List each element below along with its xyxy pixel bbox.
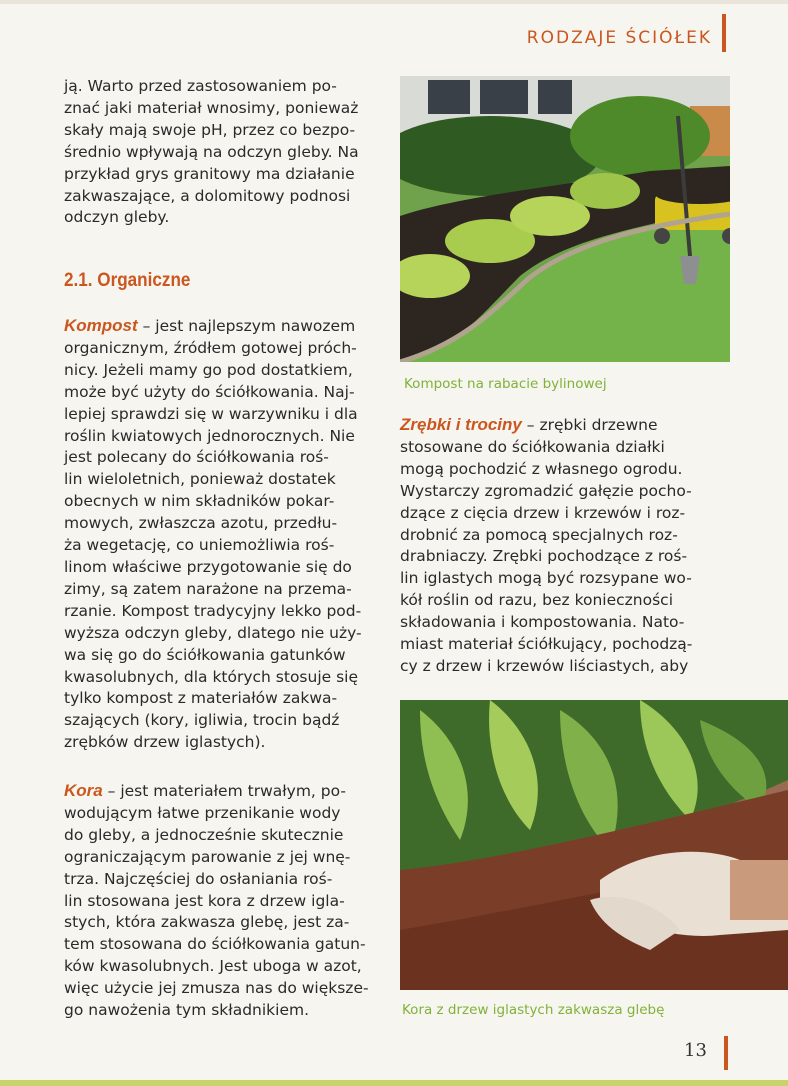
kora-first-line-rest: – jest materiałem trwałym, po- — [102, 782, 346, 800]
zrebki-line: cy z drzew i krzewów liściastych, aby — [400, 656, 689, 675]
intro-line: ją. Warto przed zastosowaniem po- — [64, 77, 337, 95]
intro-line: przykład grys granitowy ma działanie — [64, 164, 355, 183]
kompost-line: lin wieloletnich, ponieważ dostatek — [64, 470, 336, 489]
kora-line: stych, która zakwasza glebę, jest za- — [64, 913, 350, 932]
kompost-line: wa się go do ściółkowania gatunków — [64, 645, 346, 664]
kora-line: ograniczającym parowanie z jej wnę- — [64, 847, 351, 866]
zrebki-line: miast materiał ściółkujący, pochodzą- — [400, 635, 693, 654]
kora-line: tem stosowana do ściółkowania gatun- — [64, 935, 366, 954]
intro-line: odczyn gleby. — [64, 208, 170, 227]
kompost-line: nicy. Jeżeli mamy go pod dostatkiem, — [64, 360, 353, 379]
zrebki-line: lin iglastych mogą być rozsypane wo- — [400, 569, 692, 588]
kora-line: do gleby, a jednocześnie skutecznie — [64, 825, 344, 844]
zrebki-term: Zrębki i trociny — [400, 415, 522, 434]
kompost-line: tylko kompost z materiałów zakwa- — [64, 689, 338, 708]
zrebki-line: stosowane do ściółkowania działki — [400, 437, 665, 456]
kora-line: lin stosowana jest kora z drzew igla- — [64, 891, 345, 910]
page-number: 13 — [684, 1040, 707, 1061]
intro-line: zakwaszające, a dolomitowy podnosi — [64, 186, 351, 205]
zrebki-line: mogą pochodzić z własnego ogrodu. — [400, 459, 683, 478]
kompost-line: roślin kwiatowych jednorocznych. Nie — [64, 426, 355, 445]
zrebki-line: Wystarczy zgromadzić gałęzie pocho- — [400, 481, 692, 500]
zrebki-first-line — [400, 414, 710, 437]
intro-paragraph — [64, 76, 374, 229]
kora-line: go nawożenia tym składnikiem. — [64, 1001, 310, 1020]
kompost-line: jest polecany do ściółkowania roś- — [64, 448, 329, 467]
running-head: RODZAJE ŚCIÓŁEK — [526, 28, 712, 48]
kora-line: ków kwasolubnych. Jest uboga w azot, — [64, 957, 362, 976]
bark-mulch-photo — [400, 700, 788, 990]
zrebki-paragraph — [400, 414, 710, 678]
intro-line: znać jaki materiał wnosimy, ponieważ — [64, 98, 359, 117]
running-head-bar — [722, 14, 726, 52]
kora-paragraph — [64, 780, 374, 1022]
kompost-line: może być użyty do ściółkowania. Naj- — [64, 382, 355, 401]
page-number-bar — [724, 1036, 728, 1070]
kompost-line: obecnych w nim składników pokar- — [64, 492, 335, 511]
kompost-line: szających (kory, igliwia, trocin bądź — [64, 711, 340, 730]
figure-caption: Kompost na rabacie bylinowej — [404, 376, 607, 392]
kompost-line: wyższa odczyn gleby, dlatego nie uży- — [64, 623, 362, 642]
kompost-line: kwasolubnych, dla których stosuje się — [64, 667, 359, 686]
kompost-first-line — [64, 315, 374, 338]
compost-bed-photo — [400, 76, 730, 362]
kompost-line: rzanie. Kompost tradycyjny lekko pod- — [64, 601, 362, 620]
zrebki-line: dzące z cięcia drzew i krzewów i roz- — [400, 503, 686, 522]
top-rule — [0, 0, 788, 4]
figure-bark-mulch — [400, 700, 788, 990]
bottom-rule — [0, 1080, 788, 1086]
kora-line: więc użycie jej zmusza nas do większe- — [64, 979, 369, 998]
section-heading: 2.1. Organiczne — [64, 270, 191, 291]
kompost-line: zimy, są zatem narażone na przema- — [64, 579, 352, 598]
kora-first-line — [64, 780, 374, 803]
kompost-line: lepiej sprawdzi się w warzywniku i dla — [64, 404, 358, 423]
kompost-line: mowych, zwłaszcza azotu, przedłu- — [64, 514, 338, 533]
kompost-line: zrębków drzew iglastych). — [64, 733, 266, 752]
zrebki-first-line-rest: – zrębki drzewne — [521, 416, 658, 434]
kompost-line: organicznym, źródłem gotowej próch- — [64, 338, 357, 357]
kompost-first-line-rest: – jest najlepszym nawozem — [137, 317, 356, 335]
figure-compost-bed — [400, 76, 730, 362]
kompost-line: linom właściwe przygotowanie się do — [64, 557, 352, 576]
figure-caption: Kora z drzew iglastych zakwasza glebę — [402, 1002, 665, 1018]
zrebki-line: drabniaczy. Zrębki pochodzące z roś- — [400, 547, 688, 566]
intro-line: średnio wpływają na odczyn gleby. Na — [64, 142, 359, 161]
zrebki-line: drobnić za pomocą specjalnych roz- — [400, 525, 678, 544]
zrebki-line: składowania i kompostowania. Nato- — [400, 613, 685, 632]
kompost-term: Kompost — [64, 316, 138, 335]
kora-line: wodującym łatwe przenikanie wody — [64, 803, 341, 822]
intro-line: skały mają swoje pH, przez co bezpo- — [64, 120, 356, 139]
kompost-paragraph — [64, 315, 374, 754]
kompost-line: ża wegetację, co uniemożliwia roś- — [64, 536, 335, 555]
kora-line: trza. Najczęściej do osłaniania roś- — [64, 869, 333, 888]
zrebki-line: kół roślin od razu, bez konieczności — [400, 591, 674, 610]
kora-term: Kora — [64, 781, 103, 800]
